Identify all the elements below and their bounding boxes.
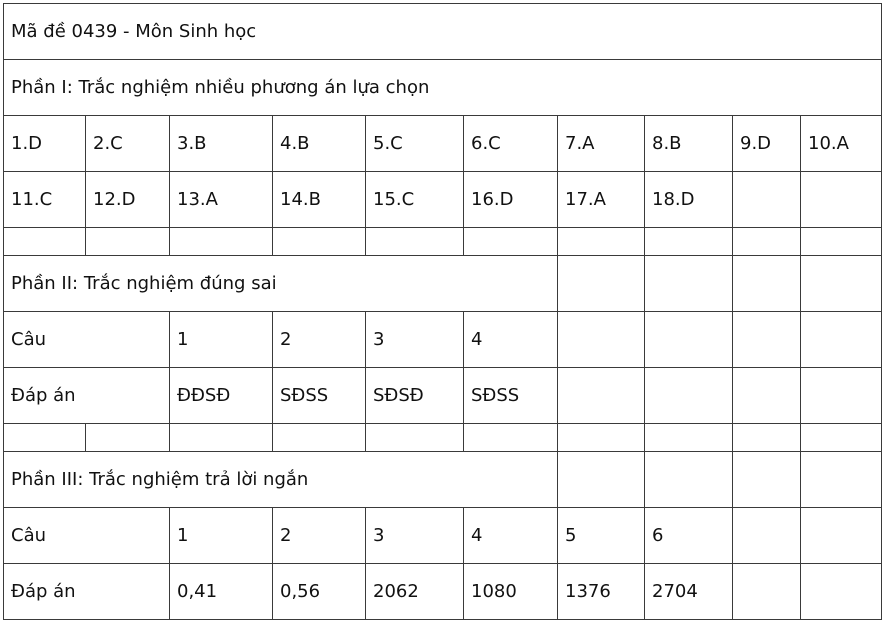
part2-answer-row bbox=[4, 368, 882, 424]
part2-heading: Phần II: Trắc nghiệm đúng sai bbox=[4, 256, 558, 312]
empty-cell bbox=[645, 424, 733, 452]
part1-answers-row-1 bbox=[4, 116, 882, 172]
empty-cell bbox=[170, 228, 273, 256]
empty-cell bbox=[733, 228, 801, 256]
empty-cell bbox=[801, 564, 882, 620]
answer-cell: 1376 bbox=[558, 564, 645, 620]
answer-cell: 11.C bbox=[4, 172, 86, 228]
answer-cell: 2.C bbox=[86, 116, 170, 172]
empty-cell bbox=[464, 228, 558, 256]
part2-question-row bbox=[4, 312, 882, 368]
part3-heading: Phần III: Trắc nghiệm trả lời ngắn bbox=[4, 452, 558, 508]
empty-cell bbox=[645, 256, 733, 312]
answer-cell: ĐĐSĐ bbox=[170, 368, 273, 424]
answer-cell: 18.D bbox=[645, 172, 733, 228]
empty-cell bbox=[558, 312, 645, 368]
empty-cell bbox=[733, 312, 801, 368]
spacer-row bbox=[4, 424, 882, 452]
empty-cell bbox=[801, 368, 882, 424]
empty-cell bbox=[733, 452, 801, 508]
empty-cell bbox=[645, 452, 733, 508]
empty-cell bbox=[4, 228, 86, 256]
question-number: 1 bbox=[170, 312, 273, 368]
answer-cell: SĐSĐ bbox=[366, 368, 464, 424]
question-number: 4 bbox=[464, 312, 558, 368]
question-number: 3 bbox=[366, 508, 464, 564]
part1-heading-row bbox=[4, 60, 882, 116]
part3-heading-row bbox=[4, 452, 882, 508]
question-label: Câu bbox=[4, 508, 170, 564]
answer-key-table bbox=[3, 3, 882, 620]
answer-cell: 6.C bbox=[464, 116, 558, 172]
question-number: 5 bbox=[558, 508, 645, 564]
empty-cell bbox=[645, 312, 733, 368]
answer-cell: 7.A bbox=[558, 116, 645, 172]
part3-question-row bbox=[4, 508, 882, 564]
empty-cell bbox=[558, 452, 645, 508]
answer-label: Đáp án bbox=[4, 368, 170, 424]
answer-cell: 8.B bbox=[645, 116, 733, 172]
question-number: 2 bbox=[273, 312, 366, 368]
empty-cell bbox=[801, 508, 882, 564]
answer-cell: 16.D bbox=[464, 172, 558, 228]
part1-heading: Phần I: Trắc nghiệm nhiều phương án lựa chọn bbox=[4, 60, 882, 116]
empty-cell bbox=[733, 564, 801, 620]
exam-title: Mã đề 0439 - Môn Sinh học bbox=[4, 4, 882, 60]
answer-cell: 5.C bbox=[366, 116, 464, 172]
title-row bbox=[4, 4, 882, 60]
answer-cell: 13.A bbox=[170, 172, 273, 228]
empty-cell bbox=[366, 424, 464, 452]
empty-cell bbox=[273, 424, 366, 452]
empty-cell bbox=[733, 172, 801, 228]
empty-cell bbox=[4, 424, 86, 452]
empty-cell bbox=[366, 228, 464, 256]
empty-cell bbox=[558, 368, 645, 424]
empty-cell bbox=[645, 228, 733, 256]
answer-cell: 15.C bbox=[366, 172, 464, 228]
part1-answers-row-2 bbox=[4, 172, 882, 228]
empty-cell bbox=[733, 256, 801, 312]
empty-cell bbox=[170, 424, 273, 452]
answer-cell: 0,56 bbox=[273, 564, 366, 620]
question-number: 3 bbox=[366, 312, 464, 368]
question-number: 4 bbox=[464, 508, 558, 564]
answer-cell: 9.D bbox=[733, 116, 801, 172]
empty-cell bbox=[558, 228, 645, 256]
empty-cell bbox=[733, 508, 801, 564]
empty-cell bbox=[801, 424, 882, 452]
empty-cell bbox=[801, 172, 882, 228]
question-label: Câu bbox=[4, 312, 170, 368]
empty-cell bbox=[558, 424, 645, 452]
empty-cell bbox=[801, 452, 882, 508]
empty-cell bbox=[733, 368, 801, 424]
question-number: 6 bbox=[645, 508, 733, 564]
answer-cell: SĐSS bbox=[273, 368, 366, 424]
question-number: 1 bbox=[170, 508, 273, 564]
empty-cell bbox=[801, 256, 882, 312]
empty-cell bbox=[801, 312, 882, 368]
answer-cell: 2704 bbox=[645, 564, 733, 620]
empty-cell bbox=[801, 228, 882, 256]
question-number: 2 bbox=[273, 508, 366, 564]
answer-cell: 10.A bbox=[801, 116, 882, 172]
answer-cell: 17.A bbox=[558, 172, 645, 228]
answer-cell: 1.D bbox=[4, 116, 86, 172]
answer-cell: 3.B bbox=[170, 116, 273, 172]
empty-cell bbox=[558, 256, 645, 312]
answer-cell: 14.B bbox=[273, 172, 366, 228]
empty-cell bbox=[733, 424, 801, 452]
empty-cell bbox=[86, 424, 170, 452]
answer-label: Đáp án bbox=[4, 564, 170, 620]
answer-cell: 0,41 bbox=[170, 564, 273, 620]
empty-cell bbox=[464, 424, 558, 452]
part3-answer-row bbox=[4, 564, 882, 620]
empty-cell bbox=[645, 368, 733, 424]
answer-cell: 2062 bbox=[366, 564, 464, 620]
answer-cell: SĐSS bbox=[464, 368, 558, 424]
spacer-row bbox=[4, 228, 882, 256]
empty-cell bbox=[273, 228, 366, 256]
answer-cell: 4.B bbox=[273, 116, 366, 172]
empty-cell bbox=[86, 228, 170, 256]
part2-heading-row bbox=[4, 256, 882, 312]
answer-cell: 12.D bbox=[86, 172, 170, 228]
answer-cell: 1080 bbox=[464, 564, 558, 620]
